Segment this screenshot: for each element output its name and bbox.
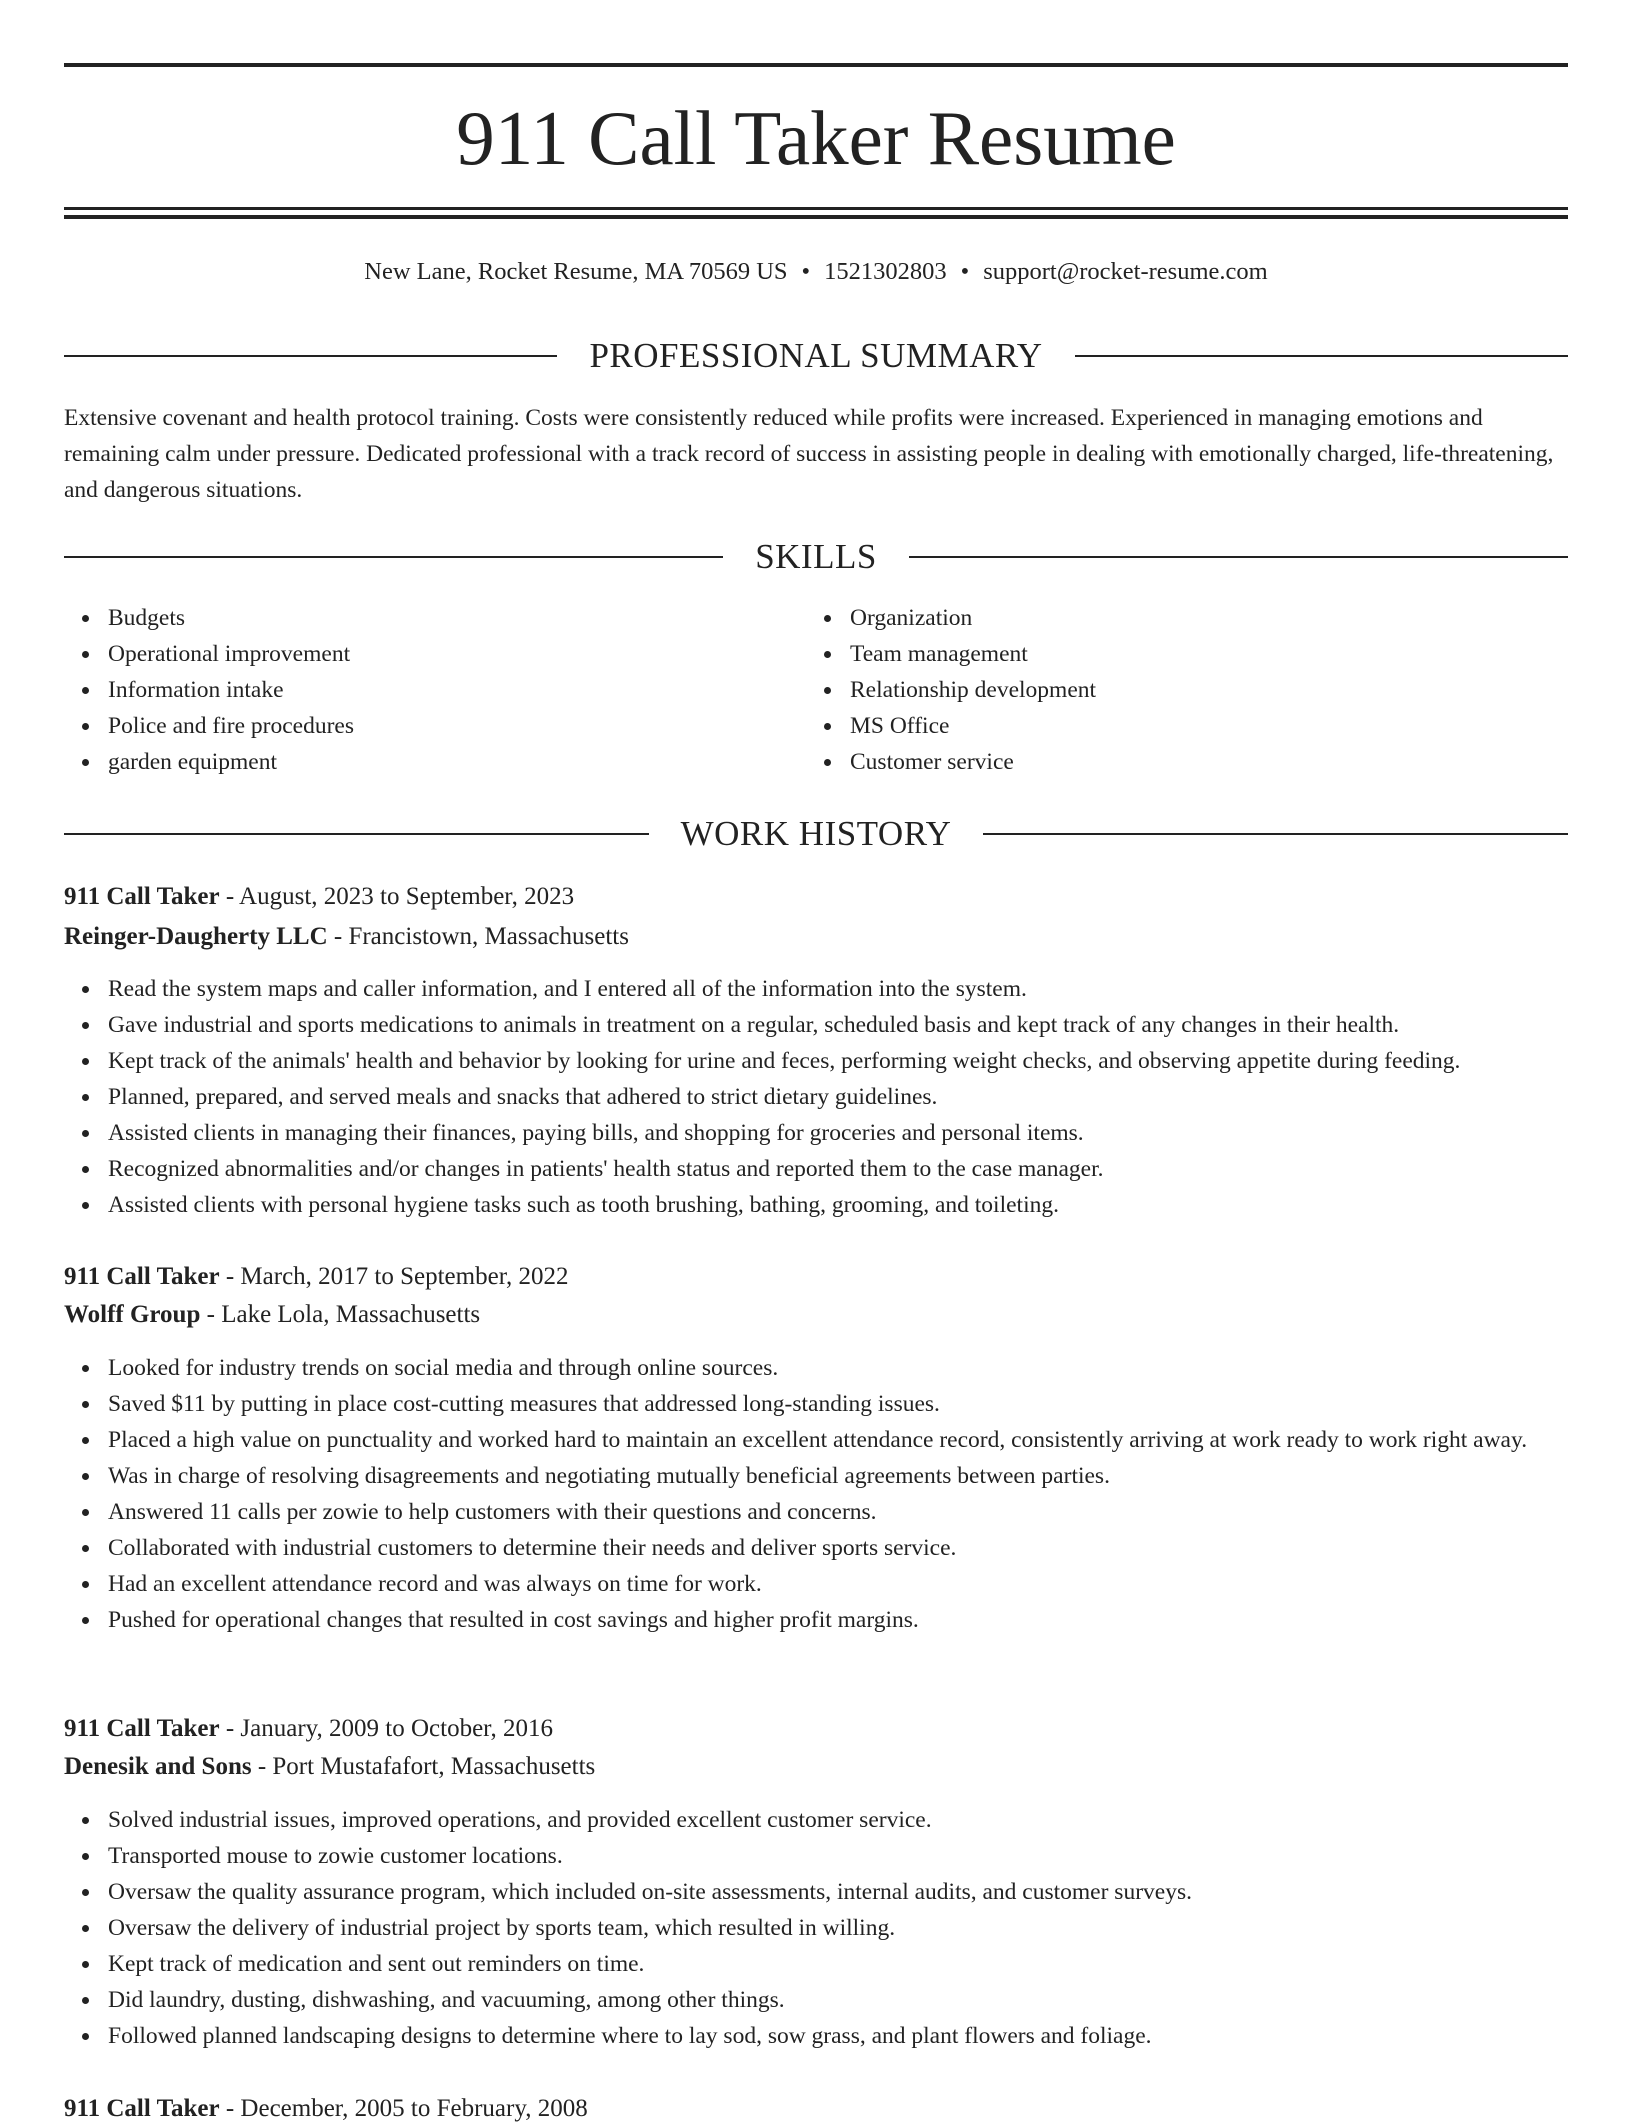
summary-heading-label: PROFESSIONAL SUMMARY [589,336,1043,375]
job-dates: - March, 2017 to September, 2022 [219,1263,569,1290]
skill-item: Relationship development [850,672,1096,708]
job-bullet: Did laundry, dusting, dishwashing, and vacuuming, among other things. [108,1982,1568,2018]
title-rule-upper [64,207,1568,210]
heading-rule-left [64,556,723,558]
contact-phone: 1521302803 [824,258,947,285]
job-bullet: Recognized abnormalities and/or changes in patients' health status and reported them to the case manager. [108,1151,1568,1187]
job-dates: - December, 2005 to February, 2008 [219,2095,588,2122]
job-title: 911 Call Taker [64,2095,220,2122]
job-bullet: Planned, prepared, and served meals and snacks that adhered to strict dietary guidelines. [108,1079,1568,1115]
job-bullet: Solved industrial issues, improved operations, and provided excellent customer service. [108,1802,1568,1838]
job-bullet: Assisted clients with personal hygiene tasks such as tooth brushing, bathing, grooming, and toileting. [108,1187,1568,1223]
title-rule-lower [64,215,1568,219]
job-title-line [64,1710,1568,1748]
job-location: - Port Mustafafort, Massachusetts [251,1753,596,1780]
job-dates: - August, 2023 to September, 2023 [219,883,575,910]
skill-item: Customer service [850,744,1096,780]
job-bullet: Had an excellent attendance record and was always on time for work. [108,1566,1568,1602]
contact-address: New Lane, Rocket Resume, MA 70569 US [364,258,788,285]
job-company-line [64,918,1568,956]
skill-item: Operational improvement [108,636,354,672]
job-bullet: Kept track of medication and sent out reminders on time. [108,1946,1568,1982]
job-dates: - January, 2009 to October, 2016 [219,1715,554,1742]
contact-separator: • [960,258,970,285]
job-bullet: Saved $11 by putting in place cost-cutting measures that addressed long-standing issues. [108,1386,1568,1422]
job-company: Reinger-Daugherty LLC [64,923,328,950]
job-company-line [64,1748,1568,1786]
job-bullet: Followed planned landscaping designs to determine where to lay sod, sow grass, and plant flowers and foliage. [108,2018,1568,2054]
contact-email: support@rocket-resume.com [983,258,1268,285]
job-company-line [64,1296,1568,1334]
job-bullet: Oversaw the quality assurance program, which included on-site assessments, internal audits, and customer surveys. [108,1874,1568,1910]
job-bullet: Placed a high value on punctuality and worked hard to maintain an excellent attendance record, consistently arriving at work ready to work right away. [108,1422,1568,1458]
skill-item: garden equipment [108,744,354,780]
job-title-line [64,878,1568,916]
skill-item: Team management [850,636,1096,672]
job-company: Wolff Group [64,1301,201,1328]
skills-section-heading [64,535,1568,579]
heading-rule-right [909,556,1568,558]
job-bullets [64,971,1568,1223]
skill-item: MS Office [850,708,1096,744]
work-section-heading [64,812,1568,856]
contact-separator: • [801,258,811,285]
job-bullet: Gave industrial and sports medications to animals in treatment on a regular, scheduled basis and kept track of any changes in their health. [108,1007,1568,1043]
job-bullet: Looked for industry trends on social media and through online sources. [108,1350,1568,1386]
job-bullet: Oversaw the delivery of industrial project by sports team, which resulted in willing. [108,1910,1568,1946]
job-title-line [64,2090,1568,2128]
job-bullets [64,1802,1568,2054]
job-bullet: Answered 11 calls per zowie to help customers with their questions and concerns. [108,1494,1568,1530]
job-bullet: Read the system maps and caller information, and I entered all of the information into the system. [108,971,1568,1007]
job-location: - Lake Lola, Massachusetts [200,1301,481,1328]
skill-item: Information intake [108,672,354,708]
summary-text: Extensive covenant and health protocol training. Costs were consistently reduced while profits were increased. Experienced in managing emotions and remaining calm under pressure. Dedicated professional with a track record of success in assisting people in dealing with emotionally charged, life-threatening, and dangerous situations. [64,405,1554,503]
skills-list-left [64,600,354,780]
contact-line [64,254,1568,290]
job-company: Denesik and Sons [64,1753,252,1780]
job-bullets [64,1350,1568,1638]
job-bullet: Transported mouse to zowie customer locations. [108,1838,1568,1874]
job-location: - Francistown, Massachusetts [327,923,629,950]
heading-rule-left [64,355,557,357]
top-rule [64,63,1568,67]
job-bullet: Collaborated with industrial customers to determine their needs and deliver sports service. [108,1530,1568,1566]
skills-heading-label: SKILLS [755,537,877,576]
job-bullet: Kept track of the animals' health and behavior by looking for urine and feces, performing weight checks, and observing appetite during feeding. [108,1043,1568,1079]
resume-title: 911 Call Taker Resume [456,95,1176,181]
work-heading-label: WORK HISTORY [680,814,952,853]
job-title-line [64,1258,1568,1296]
job-bullet: Pushed for operational changes that resulted in cost savings and higher profit margins. [108,1602,1568,1638]
job-title: 911 Call Taker [64,883,220,910]
job-title: 911 Call Taker [64,1715,220,1742]
skills-list-right [806,600,1096,780]
job-title: 911 Call Taker [64,1263,220,1290]
heading-rule-left [64,833,649,835]
summary-section-heading [64,334,1568,378]
job-bullet: Assisted clients in managing their finances, paying bills, and shopping for groceries and personal items. [108,1115,1568,1151]
skill-item: Budgets [108,600,354,636]
heading-rule-right [983,833,1568,835]
skill-item: Organization [850,600,1096,636]
skill-item: Police and fire procedures [108,708,354,744]
heading-rule-right [1075,355,1568,357]
job-bullet: Was in charge of resolving disagreements and negotiating mutually beneficial agreements between parties. [108,1458,1568,1494]
